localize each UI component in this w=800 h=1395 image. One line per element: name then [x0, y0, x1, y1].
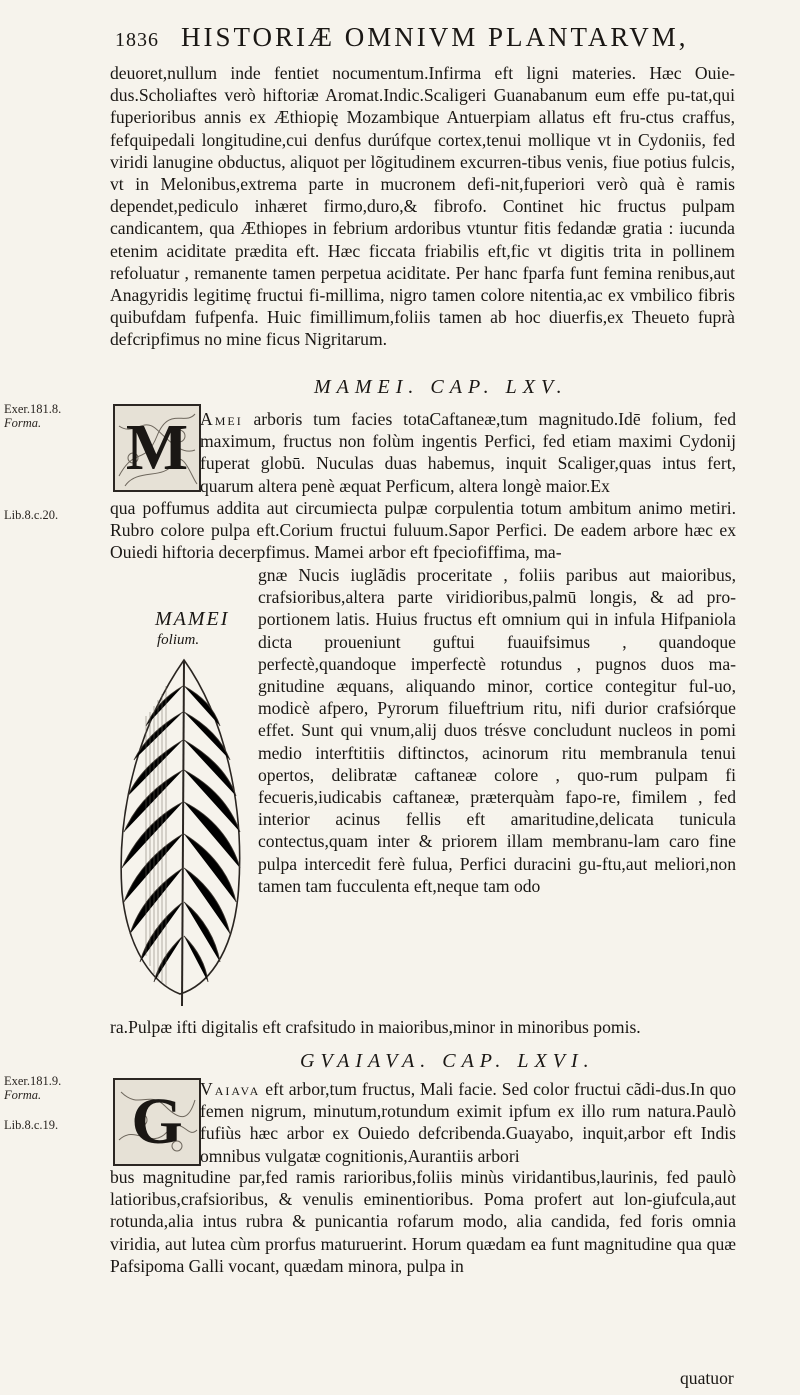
page-header: [115, 22, 755, 53]
margin-note-exer-181-8: Exer.181.8. Forma.: [4, 402, 62, 430]
drop-cap-letter: M: [125, 411, 189, 484]
paragraph-guanabanum: deuoret,nullum inde fentiet nocumentum.Infirma eft ligni materies. Hæc Ouie-dus.Scholiaftes verò hiftoriæ Aromat.Indic.Scaligeri Guanabanum eum effe pu-tat,qui fuperioribus annis ex Æthiopię Mozambique Antuerpiam allatus eft fru-ctus craffus, fefquipedali longitudine,cui denfus durúfque cortex,tenui mollique vt in Cydoniis, fed viridi lanugine obductus, aliquot per lõgitudinem excurren-tibus venis, fiue potius fulcis, vt in Melonibus,extrema parte in mucronem defi-nit,fuperiori verò quà è ramis dependet,pediculo inhæret firmo,duro,& fibrofo. Continet hic fructus pulpam candicantem, qua Æthiopes in febrium ardoribus vtuntur fitis fedandæ gratia : iucunda etenim aciditate prædita eft. Hæc ficcata friabilis eft,fic vt digitis trita in pollinem refoluatur , remanente tamen perpetua aciditate. Per hanc fparfa funt femina renibus,aut Anagyridis legitimę fructui fi-millima, nigro tamen colore nitentia,ac ex vmbilico fibris quibufdam fufpenfa. Huic fimillimum,foliis tamen ab hoc diuerfis,ex Theueto fuprà defcripfimus no mine ficus Nigritarum.: [110, 63, 735, 350]
mamei-text-c: gnæ Nucis iuglãdis proceritate , foliis paribus aut maioribus, crafsioribus,altera parte viridioribus,palmū longis, & ad pro-portionem latis. Huius fructus eft omnium qui in infula Hifpaniola dicta proueniunt guftui fuauifsimus , quandoque perfectè,quandoque imperfectè rotundus , pugnos duos ma-gnitudine æquans, aliquando minor, cortice contegitur ful-uo, modicè afpero, Pyrorum filueftrium ritu, nifi durior crafsiórque effet. Sunt qui vnum,alij duos trésve concludunt nucleos in pomi medio interftitiis diftinctos, acinorum ritu membranula tenui opertos, delibratæ caftaneæ colore , quo-rum pulpam fi fecueris,iudicabis caftaneæ, præterquàm fapo-re, fimilem , fed interior acinus fellis eft amaritudine,delicata tunicula contectus,quam inter & priorem illam membranu-lam caro fine pulpa intercedit ferè fulua, Perfici duracini gu-ftu,aut meliori,non tamen tam fucculenta eft,neque tam odo: [258, 565, 736, 896]
drop-cap-g: [113, 1078, 201, 1166]
drop-cap-m: [113, 404, 201, 492]
chapter-heading-mamei: MAMEI. CAP. LXV.: [314, 376, 568, 398]
figure-caption-sub: folium.: [157, 632, 200, 648]
page-number: 1836: [115, 29, 159, 51]
margin-note-lib-8-c-19: Lib.8.c.19.: [4, 1118, 59, 1132]
guaiava-text-a: Vaiava eft arbor,tum fructus, Mali facie. Sed color fructui cãdi-dus.In quo femen nigrum, minutum,rotundum eximit ipfum ex illo rum natura.Paulò fufiùs hæc arbor ex Ouiedo defcribenda.Guayabo, inquit,arbor eft Indis omnibus vulgatæ cognitionis,Aurantiis arbori: [200, 1079, 736, 1166]
catchword: quatuor: [680, 1368, 734, 1388]
guaiava-text-b: bus magnitudine par,fed ramis rarioribus,foliis minùs viridantibus,laurinis, fed paulò latioribus,crafsioribus, & venulis eminentioribus. Poma profert aut lon-giufcula,aut rotunda,alia intus rubra & punicantia rofarum modo, alia candida, fed foris omnia viridia, aut lutea cùm prorfus maturuerint. Horum quædam ea funt magnitudine qua quæ Pafsipoma Galli vocant, quædam minora, pulpa in: [110, 1167, 736, 1276]
chapter-heading-guaiava: GVAIAVA. CAP. LXVI.: [300, 1050, 595, 1072]
running-title: HISTORIÆ OMNIVM PLANTARVM,: [181, 22, 689, 52]
figure-caption: MAMEI: [155, 608, 230, 630]
mamei-text-a: Amei arboris tum facies totaCaftaneæ,tum magnitudo.Idē folium, fed maximum, fructus non folùm ingentis Perfici, fed etiam maximi Cydonij fuperat globū. Nuculas duas habemus, inquit Scaliger,quas intus fert, quarum altera penè æquat Perficum, altera longè maior.Ex: [200, 409, 736, 496]
mamei-text-b: qua poffumus addita aut circumiecta pulpæ corpulentia totum ambitum animo metiri. Rubro colore pulpa eft.Corium fructui fuluum.Sapor Perfici. De eadem arbore hæc ex Ouiedi hiftoria decerpfimus. Mamei arbor eft fpeciofiffima, ma-: [110, 498, 736, 563]
margin-note-exer-181-9: Exer.181.9. Forma.: [4, 1074, 62, 1102]
margin-note-lib-8-c-20: Lib.8.c.20.: [4, 508, 59, 522]
mamei-text-d: ra.Pulpæ ifti digitalis eft crafsitudo in maioribus,minor in minoribus pomis.: [110, 1017, 641, 1037]
drop-cap-letter: G: [131, 1085, 183, 1158]
mamei-leaf-illustration: [106, 656, 256, 1008]
